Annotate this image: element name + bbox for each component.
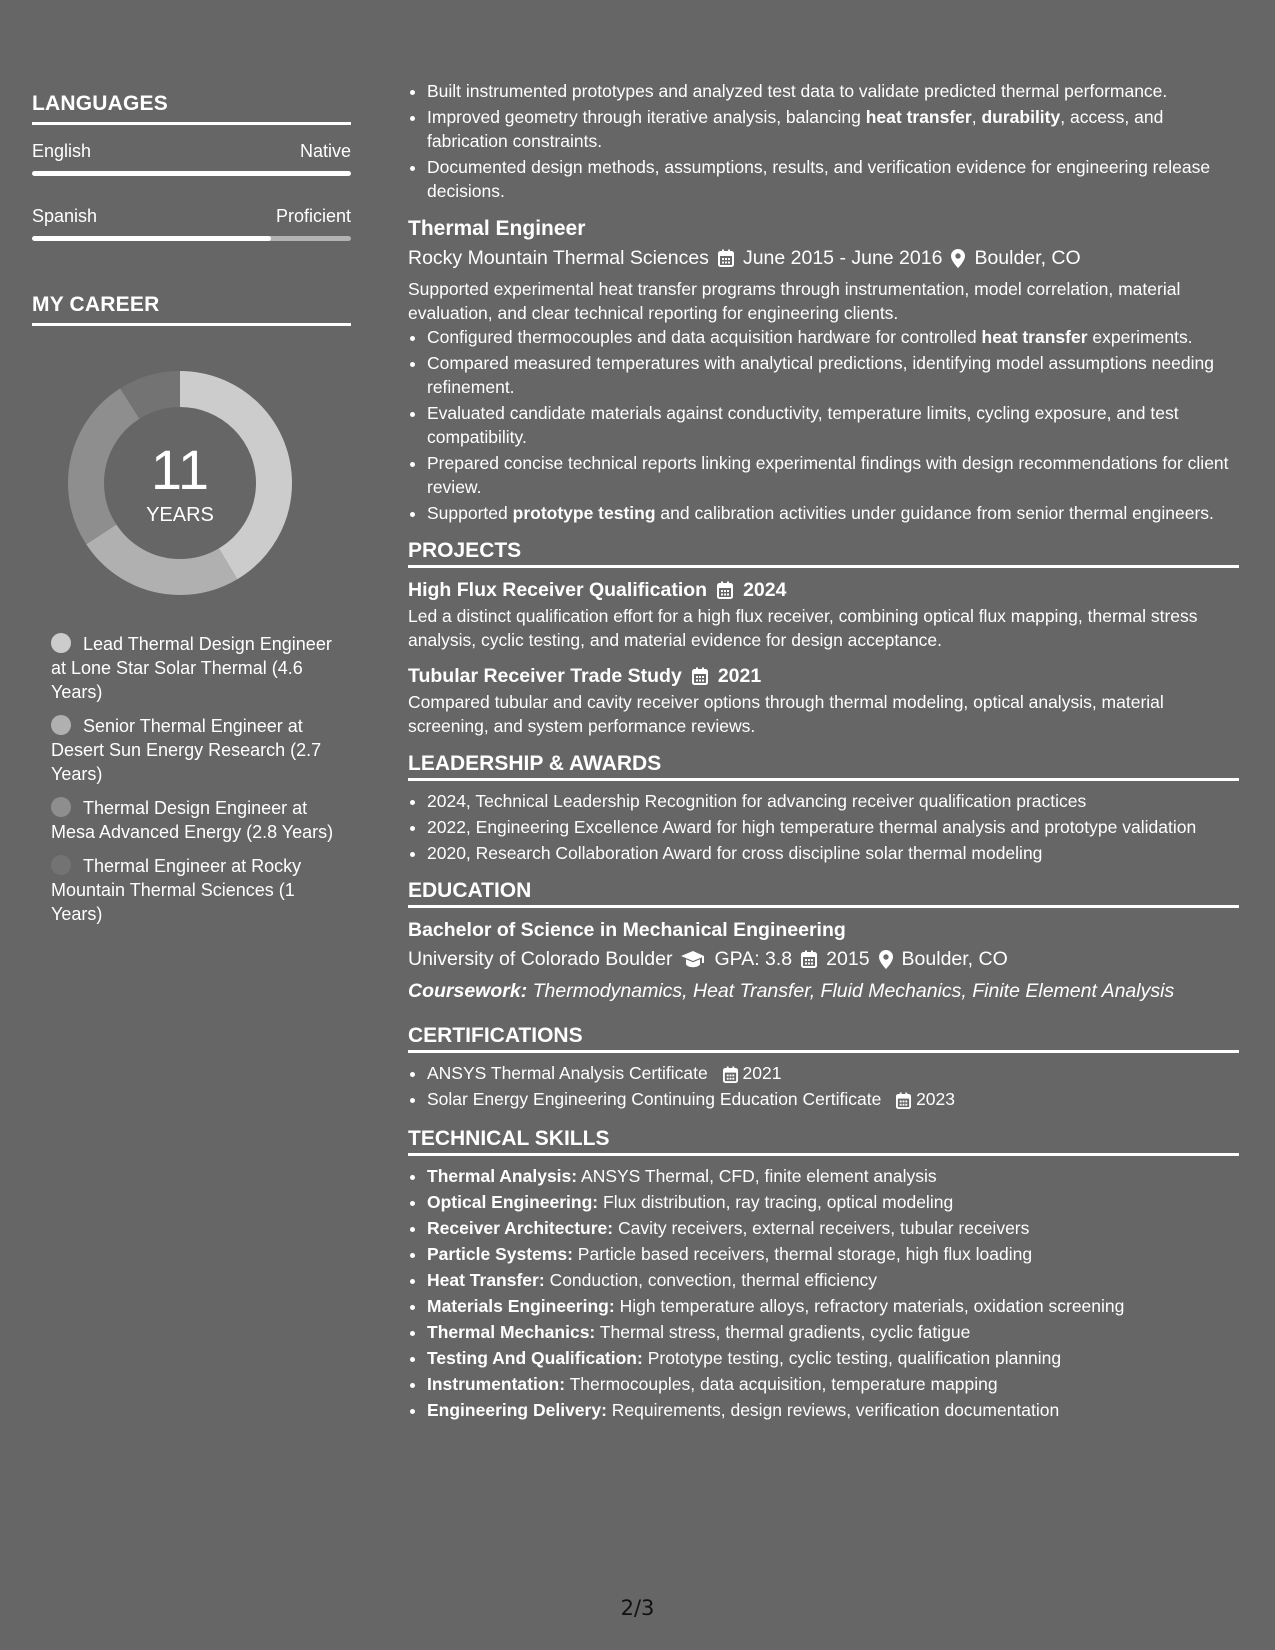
certification-name: Solar Energy Engineering Continuing Education Certificate [427,1089,882,1109]
page-number: 2/3 [620,1596,655,1620]
job-dates: June 2015 - June 2016 [742,247,943,269]
bullet-text: Documented design methods, assumptions, results, and verification evidence for engineering release decisions. [427,157,1211,201]
main-content [408,79,1239,1424]
skill-item [427,1268,1239,1292]
language-item [32,141,351,176]
job-bullet [427,325,1239,349]
career-heading: MY CAREER [32,293,351,326]
education-heading: EDUCATION [408,879,1239,908]
bullet-text: and calibration activities under guidance from senior thermal engineers. [655,503,1214,523]
certifications-list [408,1061,1239,1111]
education-gpa: GPA: 3.8 [714,948,793,970]
job-bullet [427,155,1239,203]
skill-item [427,1294,1239,1318]
job-bullet [427,451,1239,499]
skill-value: Conduction, convection, thermal efficiency [549,1270,878,1290]
skill-value: High temperature alloys, refractory materials, oxidation screening [619,1296,1125,1316]
skill-item [427,1190,1239,1214]
language-item [32,206,351,241]
skill-item [427,1398,1239,1422]
bullet-text: Compared measured temperatures with analytical predictions, identifying model assumptions needing refinement. [427,353,1214,397]
career-legend-text: Lead Thermal Design Engineer at Lone Star Solar Thermal (4.6 Years) [51,634,332,702]
projects-heading: PROJECTS [408,539,1239,568]
coursework-label: Coursework: [408,980,528,1002]
project-title: High Flux Receiver Qualification [408,579,708,601]
certification-name: ANSYS Thermal Analysis Certificate [427,1063,708,1083]
language-bar-fill [32,236,271,241]
skill-label: Particle Systems: [427,1244,573,1264]
skill-label: Instrumentation: [427,1374,566,1394]
skill-value: Thermal stress, thermal gradients, cyclic fatigue [599,1322,971,1342]
project-description: Compared tubular and cavity receiver options through thermal modeling, optical analysis, material screening, and system performance reviews. [408,692,1164,736]
years-label: YEARS [146,504,214,526]
coursework-value: Thermodynamics, Heat Transfer, Fluid Mechanics, Finite Element Analysis [532,980,1175,1002]
skill-value: Cavity receivers, external receivers, tubular receivers [617,1218,1030,1238]
bullet-text: Improved geometry through iterative analysis, balancing [427,107,866,127]
career-legend-item [51,854,341,926]
education-coursework [408,976,1239,1006]
job-bullet [427,79,1239,103]
project-year: 2024 [743,579,787,601]
certification-item [427,1061,1239,1085]
skill-label: Heat Transfer: [427,1270,545,1290]
calendar-icon [717,581,733,599]
job-bullet [427,401,1239,449]
donut-center [67,438,293,527]
language-bar [32,171,351,176]
awards-list [408,789,1239,865]
skill-item [427,1164,1239,1188]
legend-dot-icon [51,855,71,875]
bullet-text: , access, and fabrication constraints. [427,107,1164,151]
job-location: Boulder, CO [974,247,1081,269]
skill-value: Prototype testing, cyclic testing, qualification planning [647,1348,1062,1368]
skills-list [408,1164,1239,1422]
language-name: English [32,141,92,161]
award-item: • 2020, Research Collaboration Award for cross discipline solar thermal modeling [427,841,1239,865]
bullet-bold-text: durability [981,107,1061,127]
skill-item [427,1372,1239,1396]
skill-label: Materials Engineering: [427,1296,615,1316]
project-year: 2021 [717,665,762,687]
project-description: Led a distinct qualification effort for a high flux receiver, combining optical flux mapping, thermal stress analysis, cyclic testing, and material evidence for design acceptance. [408,606,1198,650]
career-legend-text: Thermal Engineer at Rocky Mountain Thermal Sciences (1 Years) [51,856,302,924]
career-legend-item [51,632,341,704]
skill-item [427,1346,1239,1370]
job-bullets [408,325,1239,525]
career-legend-item [51,714,341,786]
job-meta [408,243,1239,273]
career-legend [32,632,351,926]
skill-label: Receiver Architecture: [427,1218,614,1238]
languages-list [32,141,351,241]
skill-value: Particle based receivers, thermal storage, high flux loading [577,1244,1033,1264]
skill-label: Thermal Analysis: [427,1166,578,1186]
bullet-bold-text: heat transfer [981,327,1088,347]
award-item: • 2022, Engineering Excellence Award for high temperature thermal analysis and prototype validation [427,815,1239,839]
project-title: Tubular Receiver Trade Study [408,665,682,687]
job-bullet [427,105,1239,153]
job-company: Rocky Mountain Thermal Sciences [408,247,709,269]
language-level: Proficient [275,206,351,226]
skill-label: Optical Engineering: [427,1192,599,1212]
education-meta [408,944,1239,974]
skill-value: Requirements, design reviews, verification documentation [611,1400,1060,1420]
award-item: • 2024, Technical Leadership Recognition for advancing receiver qualification practices [427,789,1239,813]
career-donut-chart [67,370,293,596]
graduation-cap-icon [681,951,705,968]
bullet-text: Built instrumented prototypes and analyzed test data to validate predicted thermal performance. [427,81,1168,101]
skill-value: ANSYS Thermal, CFD, finite element analysis [581,1166,937,1186]
project-item [408,576,1239,652]
skills-heading: TECHNICAL SKILLS [408,1127,1239,1156]
previous-job-bullets [408,79,1239,203]
bullet-text: Configured thermocouples and data acquisition hardware for controlled [427,327,982,347]
skill-item [427,1216,1239,1240]
job-title: Thermal Engineer [408,217,586,240]
language-level: Native [299,141,351,161]
language-name: Spanish [32,206,98,226]
certification-year: 2021 [742,1063,782,1083]
certification-year: 2023 [916,1089,955,1109]
career-legend-text: Thermal Design Engineer at Mesa Advanced Energy (2.8 Years) [51,798,334,842]
calendar-icon [718,249,734,267]
language-bar-fill [32,171,351,176]
bullet-text: Evaluated candidate materials against conductivity, temperature limits, cycling exposure, and test compatibility. [427,403,1179,447]
calendar-icon [801,950,817,968]
education-location: Boulder, CO [901,948,1008,970]
bullet-text: experiments. [1087,327,1193,347]
job-bullet [427,351,1239,399]
bullet-text: Prepared concise technical reports linking experimental findings with design recommendations for client review. [427,453,1229,497]
skill-label: Testing And Qualification: [427,1348,643,1368]
bullet-bold-text: prototype testing [512,503,656,523]
map-pin-icon [879,950,893,969]
skill-label: Engineering Delivery: [427,1400,607,1420]
calendar-icon [723,1066,738,1083]
sidebar [32,92,351,936]
awards-heading: LEADERSHIP & AWARDS [408,752,1239,781]
certifications-heading: CERTIFICATIONS [408,1024,1239,1053]
languages-heading: LANGUAGES [32,92,351,125]
calendar-icon [896,1092,911,1109]
legend-dot-icon [51,633,71,653]
education-school: University of Colorado Boulder [408,948,673,970]
total-years: 11 [150,438,210,501]
education-year: 2015 [826,948,870,970]
legend-dot-icon [51,715,71,735]
legend-dot-icon [51,797,71,817]
calendar-icon [692,667,708,685]
education-degree: Bachelor of Science in Mechanical Engineering [408,919,846,941]
bullet-bold-text: heat transfer [865,107,972,127]
job-bullet [427,501,1239,525]
project-item [408,662,1239,738]
job-summary: Supported experimental heat transfer programs through instrumentation, model correlation, material evaluation, and clear technical reporting for engineering clients. [408,279,1181,323]
certification-item [427,1087,1239,1111]
skill-item [427,1320,1239,1344]
map-pin-icon [951,249,965,268]
skill-value: Flux distribution, ray tracing, optical modeling [603,1192,954,1212]
career-legend-text: Senior Thermal Engineer at Desert Sun Energy Research (2.7 Years) [51,716,322,784]
career-legend-item [51,796,341,844]
skill-value: Thermocouples, data acquisition, temperature mapping [569,1374,998,1394]
skill-item [427,1242,1239,1266]
bullet-text: , [971,107,982,127]
language-bar [32,236,351,241]
skill-label: Thermal Mechanics: [427,1322,596,1342]
bullet-text: Supported [427,503,513,523]
